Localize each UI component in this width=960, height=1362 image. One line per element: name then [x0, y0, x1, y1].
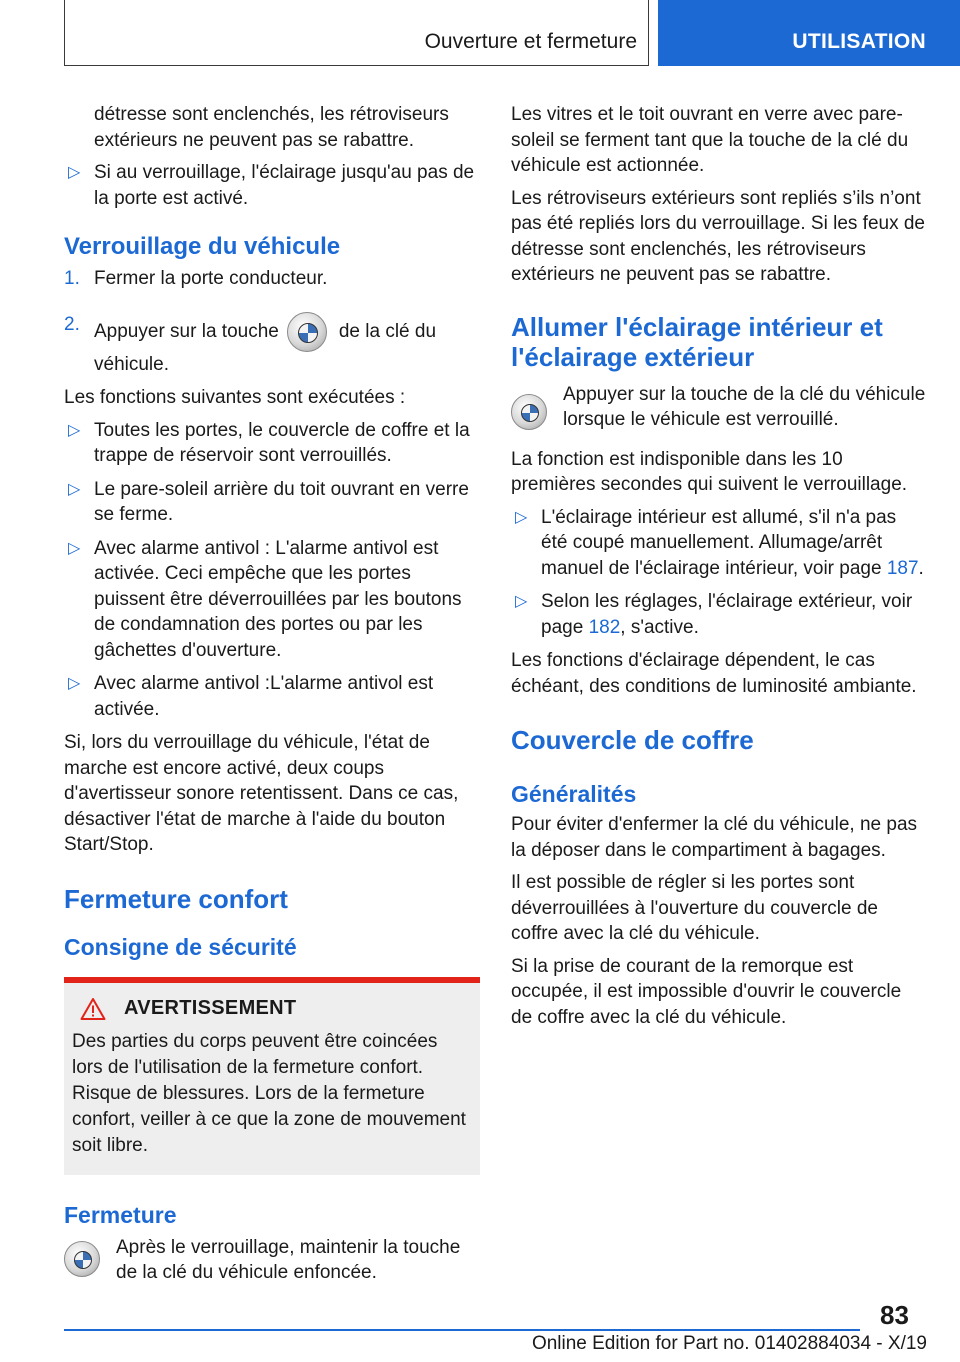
heading-safety: Consigne de sécurité [64, 933, 297, 960]
trunk-text-3: Si la prise de courant de la remorque est occupée, il est impossible d'ouvrir le couvercle de coffre avec la clé du véhicule. [511, 955, 902, 1028]
step-item [64, 266, 480, 292]
warning-triangle-icon [80, 997, 106, 1021]
list-item [64, 536, 480, 664]
step-item [64, 312, 480, 378]
lighting-paragraph [511, 382, 927, 433]
list-item [511, 589, 927, 640]
functions-intro: Les fonctions suivantes sont exécutées : [64, 387, 406, 408]
triangle-right-icon: ▷ [515, 508, 528, 526]
chapter-title: UTILISATION [792, 30, 926, 53]
heading-general: Généralités [511, 781, 637, 807]
lighting-depend-text: Les fonctions d'éclairage dépendent, le cas échéant, des conditions de luminosité ambiante. [511, 650, 917, 697]
header-section-box [64, 0, 649, 66]
triangle-right-icon: ▷ [68, 480, 81, 498]
page-number: 83 [880, 1300, 909, 1330]
left-column [64, 102, 480, 1286]
triangle-right-icon: ▷ [68, 539, 81, 557]
list-item-text: L'éclairage intérieur est allumé, s'il n'a pas été coupé manuellement. Allumage/arrêt manuel de l'éclairage intérieur, voir page [541, 506, 897, 579]
lighting-text: Appuyer sur la touche de la clé du véhicule lorsque le véhicule est verrouillé. [563, 383, 926, 430]
triangle-right-icon: ▷ [515, 593, 528, 610]
section-title: Ouverture et fermeture [424, 30, 637, 53]
trunk-text-2: Il est possible de régler si les portes sont déverrouillées à l'ouverture du couvercle de coffre avec la clé du véhicule. [511, 872, 878, 944]
warning-title: AVERTISSEMENT [124, 997, 297, 1019]
ready-state-text: Si, lors du verrouillage du véhicule, l'état de marche est encore activé, deux coups d'avertisseur sonore retentissent. Dans ce cas, désactiver l'état de marche à l'aide du bouton Start/Stop. [64, 732, 459, 855]
list-item-text: Avec alarme antivol : L'alarme antivol est activée. Ceci empêche que les portes puissent être déverrouillées par les boutons de condamnation des portes ou par les gâchettes d'ouverture. [94, 537, 462, 661]
list-item [64, 418, 480, 469]
list-item-text: Si au verrouillage, l'éclairage jusqu'au pas de la porte est activé. [94, 162, 475, 209]
bmw-key-button-icon [287, 312, 327, 352]
continued-text: détresse sont enclenchés, les rétroviseurs extérieurs ne peuvent pas se rabattre. [94, 104, 449, 151]
list-item [64, 671, 480, 722]
unavailable-text: La fonction est indisponible dans les 10 premières secondes qui suivent le verrouillage. [511, 448, 908, 495]
step-text-post: de la clé du véhicule. [94, 320, 437, 375]
heading-lock: Verrouillage du véhicule [64, 233, 341, 260]
trunk-text-1: Pour éviter d'enfermer la clé du véhicule, ne pas la déposer dans le compartiment à bagages. [511, 814, 918, 861]
list-item-text-end: . [918, 557, 924, 579]
heading-trunk: Couvercle de coffre [511, 725, 754, 755]
list-item [64, 477, 480, 528]
heading-comfort: Fermeture confort [64, 883, 288, 914]
closing-paragraph [64, 1235, 480, 1286]
triangle-right-icon: ▷ [68, 164, 81, 181]
step-number: 2. [64, 313, 80, 335]
heading-lighting: Allumer l'éclairage intérieur et l'éclairage extérieur [511, 311, 883, 372]
header-chapter-tab [658, 0, 960, 66]
mirrors-text: Les rétroviseurs extérieurs sont repliés s’ils n’ont pas été repliés lors du verrouillage. Si les feux de détresse sont enclenchés, les rétroviseurs extérieurs ne peuvent pas se rabattre. [511, 187, 926, 285]
list-item [511, 505, 927, 582]
right-column [511, 102, 927, 1037]
warning-title-row [80, 997, 472, 1021]
list-item-text: Selon les réglages, l'éclairage extérieur, voir page [541, 591, 913, 638]
windows-text: Les vitres et le toit ouvrant en verre avec pare-soleil se ferment tant que la touche de la clé du véhicule est actionnée. [511, 104, 909, 176]
step-number: 1. [64, 268, 80, 289]
list-item-text: Le pare-soleil arrière du toit ouvrant en verre se ferme. [94, 478, 469, 525]
page-link-182[interactable]: 182 [588, 616, 621, 638]
warning-box [64, 977, 480, 1175]
warning-body: Des parties du corps peuvent être coincées lors de l'utilisation de la fermeture confort. Risque de blessures. Lors de la fermeture confort, veiller à ce que la zone de mouvement soit libre. [72, 1030, 466, 1156]
step-text-pre: Appuyer sur la touche [94, 320, 279, 342]
bmw-key-button-icon [511, 394, 547, 430]
footer-divider [64, 1329, 860, 1331]
list-item-text: Toutes les portes, le couvercle de coffre et la trappe de réservoir sont verrouillés. [94, 419, 470, 466]
list-item-text: Avec alarme antivol :L'alarme antivol est activée. [94, 673, 434, 720]
list-item-text-end: , s'active. [620, 616, 699, 638]
bmw-key-button-icon [64, 1241, 100, 1277]
closing-text: Après le verrouillage, maintenir la touche de la clé du véhicule enfoncée. [116, 1236, 461, 1283]
footer-edition: Online Edition for Part no. 01402884034 - X/19 [531, 1333, 927, 1354]
step-text: Fermer la porte conducteur. [94, 268, 328, 289]
triangle-right-icon: ▷ [68, 421, 81, 439]
triangle-right-icon: ▷ [68, 675, 81, 692]
list-item [64, 160, 480, 211]
page-link-187[interactable]: 187 [886, 557, 919, 579]
heading-closing: Fermeture [64, 1201, 177, 1228]
